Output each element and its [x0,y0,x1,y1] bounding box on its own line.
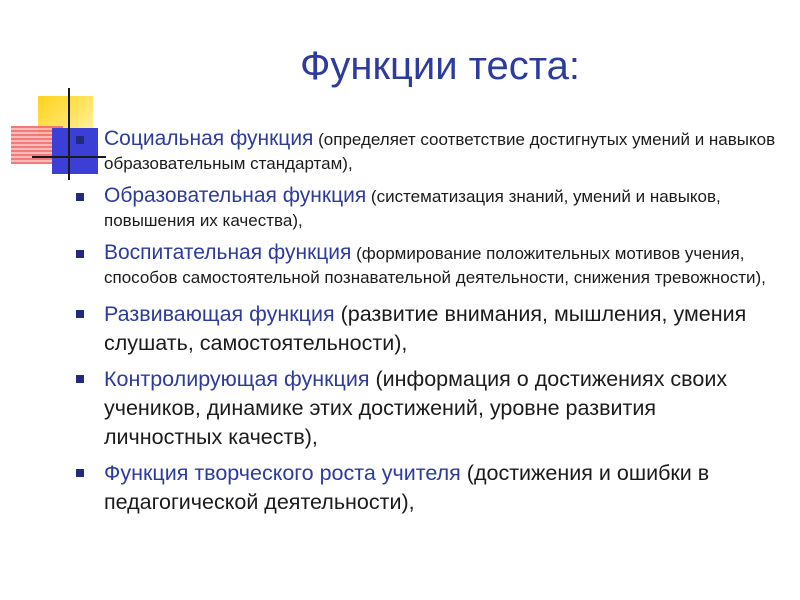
function-description: (формирование положительных мотивов учения, способов самостоятельной познавательной деятельности, снижения тревожности), [104,244,766,287]
function-term: Воспитательная функция [104,241,352,264]
function-description: (информация о достижениях своих учеников, динамике этих достижений, уровне развития личностных качеств), [104,367,728,449]
list-item [76,459,776,517]
slide-title: Функции теста: [299,44,581,88]
function-description: (систематизация знаний, умений и навыков, повышения их качества), [104,187,721,230]
list-item [76,184,776,233]
function-term: Образовательная функция [104,184,367,207]
function-term: Социальная функция [104,127,314,150]
bullet-icon [76,193,84,201]
functions-list [76,127,776,517]
function-term: Функция творческого роста учителя [104,461,461,485]
bullet-icon [76,310,84,318]
bullet-icon [76,136,84,144]
vertical-line-decoration [68,88,70,180]
function-term: Контролирующая функция [104,367,370,391]
function-description: (достижения и ошибки в педагогической деятельности), [104,461,710,514]
bullet-icon [76,375,84,383]
function-description: (развитие внимания, мышления, умения слушать, самостоятельности), [104,302,747,355]
bullet-icon [76,469,84,477]
list-item [76,365,776,452]
function-description: (определяет соответствие достигнутых умений и навыков образовательным стандартам), [104,130,776,173]
list-item [76,300,776,358]
bullet-icon [76,250,84,258]
list-item [76,127,776,176]
function-term: Развивающая функция [104,302,335,326]
list-item [76,241,776,290]
